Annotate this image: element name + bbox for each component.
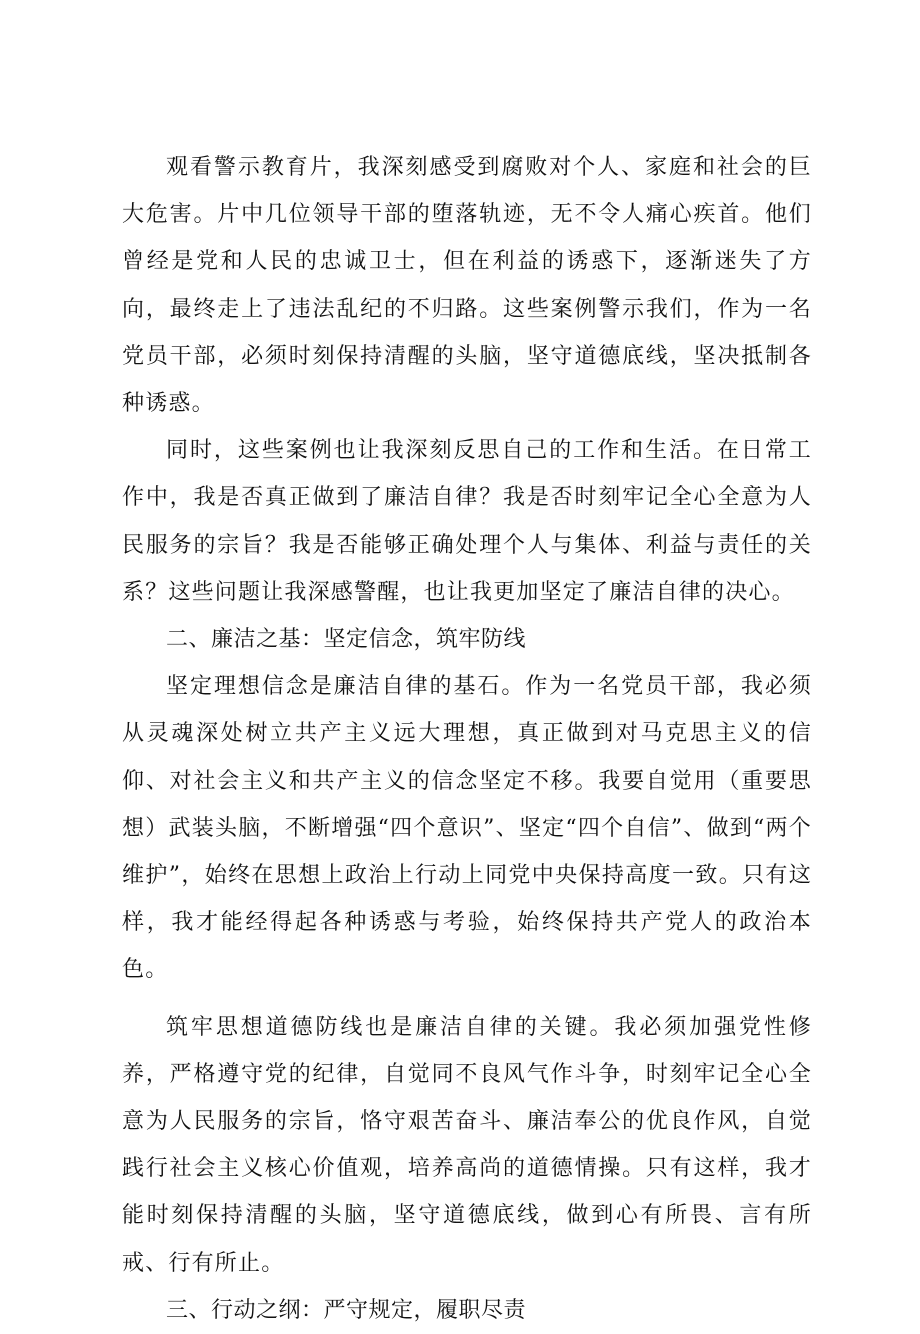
paragraph-self-reflection: 同时，这些案例也让我深刻反思自己的工作和生活。在日常工作中，我是否真正做到了廉洁自律？我是否时刻牢记全心全意为人民服务的宗旨？我是否能够正确处理个人与集体、利益与责任的关系？这些问题让我深感警醒，也让我更加坚定了廉洁自律的决心。 — [122, 438, 812, 605]
section-heading-2: 二、廉洁之基：坚定信念，筑牢防线 — [166, 627, 527, 653]
paragraph-gap — [122, 994, 812, 1004]
paragraph-moral-defense: 筑牢思想道德防线也是廉洁自律的关键。我必须加强党性修养，严格遵守党的纪律，自觉同不良风气作斗争，时刻牢记全心全意为人民服务的宗旨，恪守艰苦奋斗、廉洁奉公的优良作风，自觉践行社会主义核心价值观，培养高尚的道德情操。只有这样，我才能时刻保持清醒的头脑，坚守道德底线，做到心有所畏、言有所戒、行有所止。 — [122, 1014, 812, 1276]
section-heading-3: 三、行动之纲：严守规定，履职尽责 — [166, 1297, 527, 1323]
paragraph-ideals-beliefs: 坚定理想信念是廉洁自律的基石。作为一名党员干部，我必须从灵魂深处树立共产主义远大理想，真正做到对马克思主义的信仰、对社会主义和共产主义的信念坚定不移。我要自觉用（重要思想）武装头脑，不断增强“四个意识”、坚定“四个自信”、做到“两个维护”，始终在思想上政治上行动上同党中央保持高度一致。只有这样，我才能经得起各种诱惑与考验，始终保持共产党人的政治本色。 — [122, 674, 812, 983]
paragraph-warning-film: 观看警示教育片，我深刻感受到腐败对个人、家庭和社会的巨大危害。片中几位领导干部的堕落轨迹，无不令人痛心疾首。他们曾经是党和人民的忠诚卫士，但在利益的诱惑下，逐渐迷失了方向，最终走上了违法乱纪的不归路。这些案例警示我们，作为一名党员干部，必须时刻保持清醒的头脑，坚守道德底线，坚决抵制各种诱惑。 — [122, 155, 812, 417]
document-body — [122, 144, 812, 1334]
